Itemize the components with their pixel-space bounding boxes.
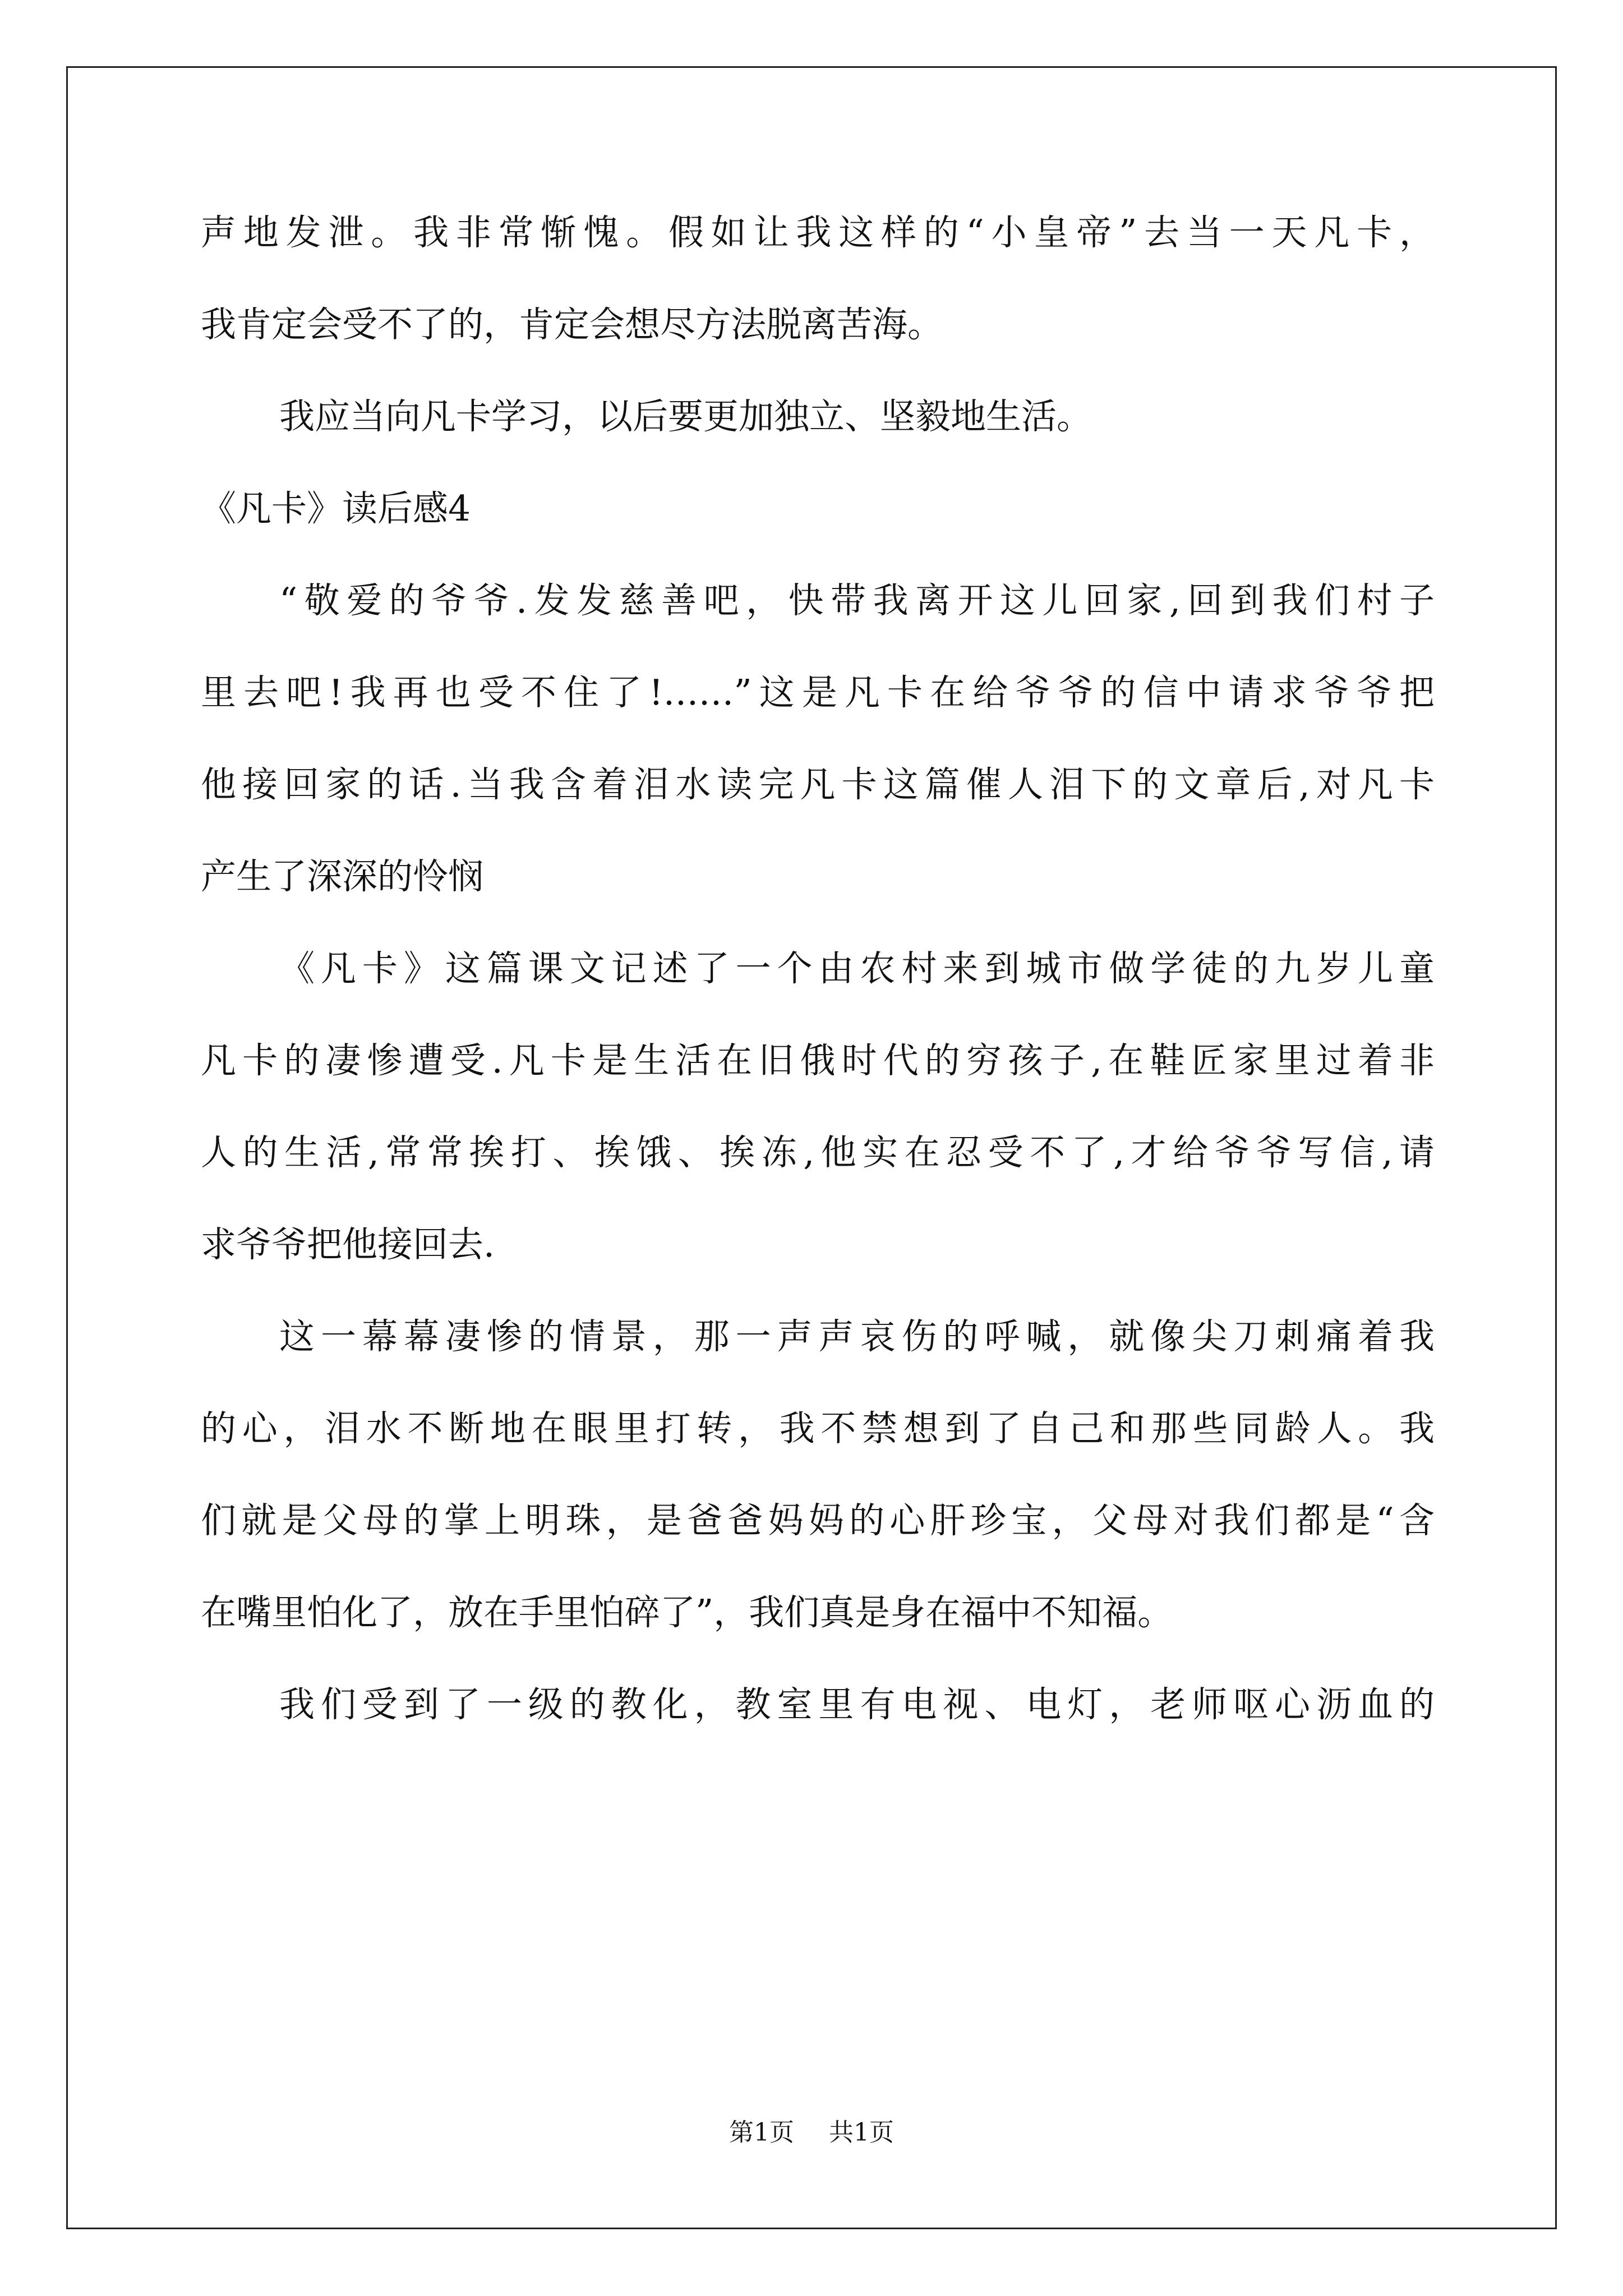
paragraph-line: 我肯定会受不了的，肯定会想尽方法脱离苦海。 bbox=[201, 304, 943, 345]
paragraph-line: 这一幕幕凄惨的情景，那一声声哀伤的呼喊，就像尖刀刺痛着我 bbox=[279, 1316, 1435, 1357]
paragraph-line: 人的生活,常常挨打、挨饿、挨冻,他实在忍受不了,才给爷爷写信,请 bbox=[201, 1132, 1435, 1173]
paragraph-line: 我们受到了一级的教化，教室里有电视、电灯，老师呕心沥血的 bbox=[279, 1684, 1435, 1725]
page-footer bbox=[0, 2112, 1623, 2148]
section-heading: 《凡卡》读后感4 bbox=[201, 488, 471, 529]
page-number-total: 共1页 bbox=[829, 2118, 894, 2147]
paragraph-line: 的心，泪水不断地在眼里打转，我不禁想到了自己和那些同龄人。我 bbox=[201, 1408, 1435, 1449]
paragraph-line: 声地发泄。我非常惭愧。假如让我这样的“小皇帝”去当一天凡卡， bbox=[201, 212, 1435, 253]
paragraph-line: 产生了深深的怜悯 bbox=[201, 856, 483, 897]
paragraph-line: 在嘴里怕化了，放在手里怕碎了”，我们真是身在福中不知福。 bbox=[201, 1592, 1173, 1633]
paragraph-line: 求爷爷把他接回去. bbox=[201, 1224, 495, 1265]
page-number-current: 第1页 bbox=[729, 2118, 794, 2147]
paragraph-line: 《凡卡》这篇课文记述了一个由农村来到城市做学徒的九岁儿童 bbox=[279, 948, 1435, 989]
paragraph-line: 凡卡的凄惨遭受.凡卡是生活在旧俄时代的穷孩子,在鞋匠家里过着非 bbox=[201, 1040, 1435, 1081]
paragraph-line: 们就是父母的掌上明珠，是爸爸妈妈的心肝珍宝，父母对我们都是“含 bbox=[201, 1500, 1435, 1541]
paragraph-line: “敬爱的爷爷.发发慈善吧，快带我离开这儿回家,回到我们村子 bbox=[279, 580, 1435, 621]
paragraph-line: 我应当向凡卡学习，以后要更加独立、坚毅地生活。 bbox=[279, 396, 1092, 437]
paragraph-line: 他接回家的话.当我含着泪水读完凡卡这篇催人泪下的文章后,对凡卡 bbox=[201, 764, 1435, 805]
paragraph-line: 里去吧!我再也受不住了!……”这是凡卡在给爷爷的信中请求爷爷把 bbox=[201, 672, 1435, 713]
document-body bbox=[201, 213, 1435, 1777]
